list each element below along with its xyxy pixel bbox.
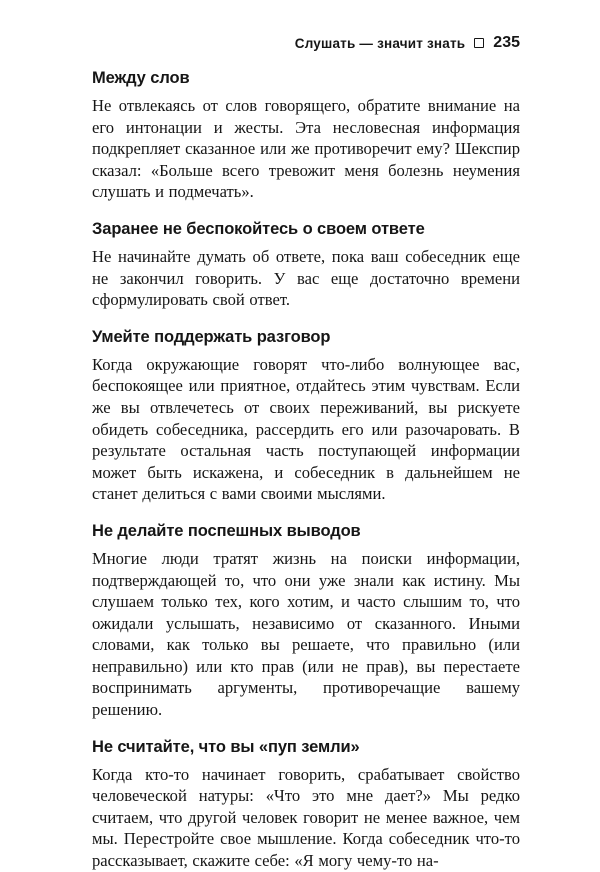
section-heading: Заранее не беспокойтесь о своем ответе — [92, 219, 425, 238]
running-header — [92, 34, 520, 52]
section-between-words — [92, 69, 520, 203]
section-paragraph: Многие люди тратят жизнь на поиски информации, подтверждающей то, что они уже знали как истину. Мы слушаем только тех, кого хотим, и часто слышим то, что ожидали услышать, независимо от сказанного. Иными словами, как только вы решаете, что правильно (или неправильно) или кто прав (или не прав), вы перестаете воспринимать аргументы, противоречащие вашему решению. — [92, 548, 520, 720]
section-heading: Не считайте, что вы «пуп земли» — [92, 737, 360, 756]
page-number: 235 — [493, 34, 520, 51]
section-heading: Не делайте поспешных выводов — [92, 521, 361, 540]
square-marker-icon — [474, 38, 484, 48]
section-paragraph: Не отвлекаясь от слов говорящего, обратите внимание на его интонации и жесты. Эта несловесная информация подкрепляет сказанное или же противоречит ему? Шекспир сказал: «Больше всего тревожит меня болезнь неумения слушать и подмечать». — [92, 96, 520, 202]
section-paragraph: Когда кто-то начинает говорить, срабатывает свойство человеческой натуры: «Что это мне дает?» Мы редко считаем, что другой человек говорит не менее важное, чем мы. Перестройте свое мышление. Когда собеседник что-то рассказывает, скажите себе: «Я могу чему-то на- — [92, 764, 520, 871]
section-dont-worry-about-answer — [92, 220, 520, 311]
section-heading: Умейте поддержать разговор — [92, 327, 331, 346]
section-paragraph: Не начинайте думать об ответе, пока ваш собеседник еще не закончил говорить. У вас еще достаточно времени сформулировать свой ответ. — [92, 246, 520, 310]
section-support-conversation — [92, 328, 520, 505]
running-title: Слушать — значит знать — [294, 35, 466, 51]
section-not-center-of-world — [92, 738, 520, 872]
section-heading: Между слов — [92, 69, 190, 87]
section-no-hasty-conclusions — [92, 522, 520, 721]
section-paragraph: Когда окружающие говорят что-либо волнующее вас, беспокоящее или приятное, отдайтесь этим чувствам. Если же вы отвлечетесь от своих переживаний, вы рискуете обидеть собеседника, рассердить его или разочаровать. В результате остальная часть поступающей информации может быть искажена, и собеседник в дальнейшем не станет делиться с вами своими мыслями. — [92, 354, 520, 504]
